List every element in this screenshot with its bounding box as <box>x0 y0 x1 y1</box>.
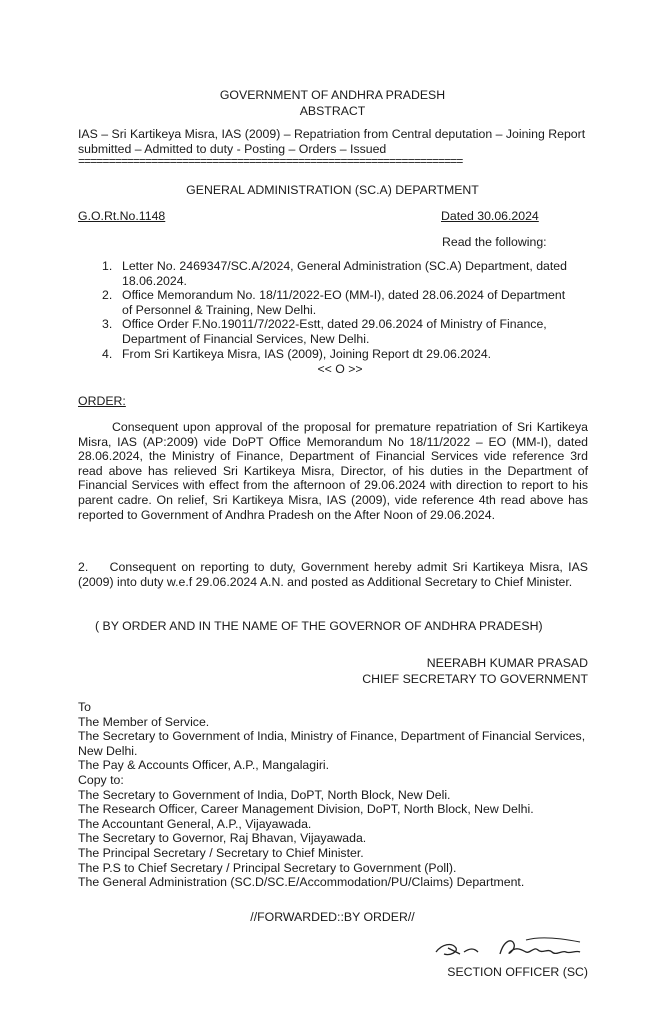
distribution-block <box>78 700 588 890</box>
separator-line: =============================================================== <box>78 155 463 169</box>
copy-item: The Research Officer, Career Management Division, DoPT, North Block, New Delhi. <box>78 802 534 817</box>
center-mark: << O >> <box>317 362 363 376</box>
subject-line: IAS – Sri Kartikeya Misra, IAS (2009) – Repatriation from Central deputation – Joining Report submitted – Admitted to duty - Posting – Orders – Issued <box>78 127 586 156</box>
go-date: Dated 30.06.2024 <box>441 209 539 223</box>
go-number: G.O.Rt.No.1148 <box>78 209 166 223</box>
read-following: Read the following: <box>442 235 547 249</box>
reference-item: 1. Letter No. 2469347/SC.A/2024, General Administration (SC.A) Department, dated 18.06.2024. <box>102 259 567 288</box>
recipient-item: The Secretary to Government of India, Ministry of Finance, Department of Financial Services, New Delhi. <box>78 729 586 758</box>
order-paragraph-1: Consequent upon approval of the proposal for premature repatriation of Sri Kartikeya Misra, IAS (AP:2009) vide DoPT Office Memorandum No 18/11/2022 – EO (MM-I), dated 28.06.2024, the Ministry of Finance, Department of Financial Services vide reference 3rd read above has relieved Sri Kartikeya Misra, Director, of his duties in the Department of Financial Services with effect from the afternoon of 29.06.2024 with direction to report to his parent cadre. On relief, Sri Kartikeya Misra, IAS (2009), vide reference 4th read above has reported to Government of Andhra Pradesh on the After Noon of 29.06.2024. <box>78 420 588 522</box>
reference-item: 4. From Sri Kartikeya Misra, IAS (2009), Joining Report dt 29.06.2024. <box>102 346 492 361</box>
governor-line: ( BY ORDER AND IN THE NAME OF THE GOVERNOR OF ANDHRA PRADESH) <box>95 619 543 633</box>
reference-item: 3. Office Order F.No.19011/7/2022-Estt, dated 29.06.2024 of Ministry of Finance, Department of Financial Services, New Delhi. <box>102 317 547 346</box>
copy-item: The P.S to Chief Secretary / Principal Secretary to Government (Poll). <box>78 860 457 875</box>
forwarded-line: //FORWARDED::BY ORDER// <box>250 910 415 924</box>
to-label: To <box>78 700 91 714</box>
copy-item: The Secretary to Government of India, DoPT, North Block, New Deli. <box>78 787 451 802</box>
copy-item: The Accountant General, A.P., Vijayawada. <box>78 816 312 831</box>
reference-item: 2. Office Memorandum No. 18/11/2022-EO (MM-I), dated 28.06.2024 of Department of Personnel & Training, New Delhi. <box>102 288 566 317</box>
section-officer: SECTION OFFICER (SC) <box>447 965 588 979</box>
copy-item: The Principal Secretary / Secretary to Chief Minister. <box>78 845 364 860</box>
government-heading: GOVERNMENT OF ANDHRA PRADESH <box>219 88 446 102</box>
order-paragraph-2: 2. Consequent on reporting to duty, Government hereby admit Sri Kartikeya Misra, IAS (2009) into duty w.e.f 29.06.2024 A.N. and posted as Additional Secretary to Chief Minister. <box>78 560 592 589</box>
copy-item: The General Administration (SC.D/SC.E/Accommodation/PU/Claims) Department. <box>78 875 525 890</box>
department-heading: GENERAL ADMINISTRATION (SC.A) DEPARTMENT <box>186 183 479 197</box>
signatory-title: CHIEF SECRETARY TO GOVERNMENT <box>362 672 588 686</box>
copy-to-label: Copy to: <box>78 772 124 787</box>
recipient-item: The Pay & Accounts Officer, A.P., Mangalagiri. <box>78 758 330 773</box>
signature-image <box>430 930 590 964</box>
signatory-name: NEERABH KUMAR PRASAD <box>426 656 588 670</box>
order-heading: ORDER: <box>78 394 126 408</box>
abstract-heading: ABSTRACT <box>299 104 366 118</box>
recipient-item: The Member of Service. <box>78 714 210 729</box>
references-list <box>102 259 578 361</box>
copy-item: The Secretary to Governor, Raj Bhavan, Vijayawada. <box>78 831 367 846</box>
